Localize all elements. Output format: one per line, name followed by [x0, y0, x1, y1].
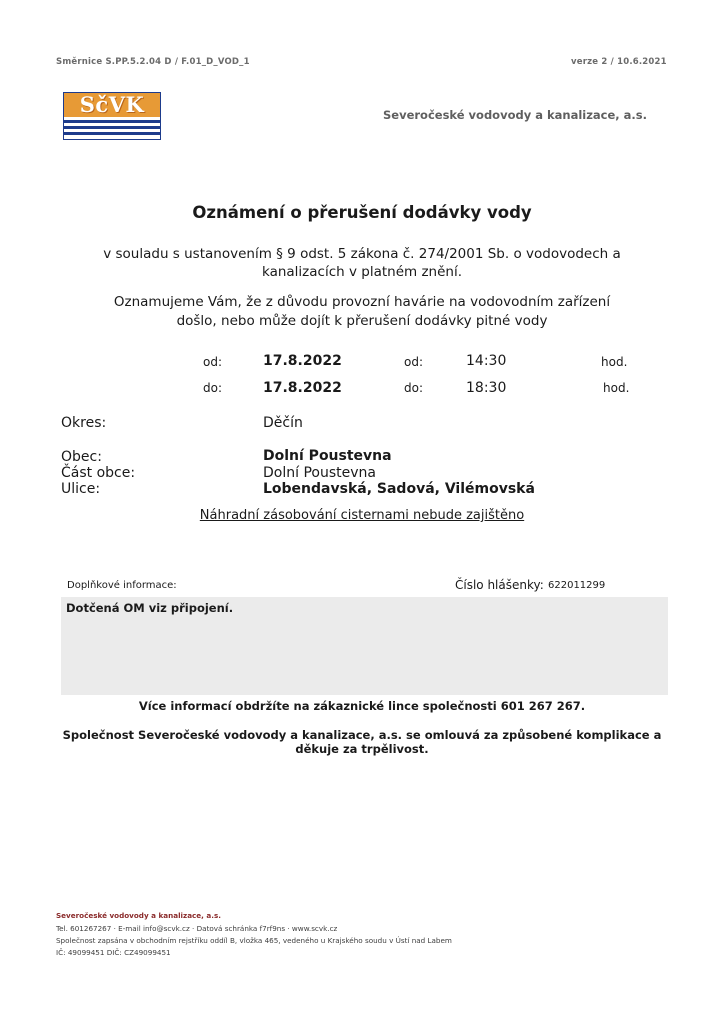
supply-note-text: Náhradní zásobování cisternami nebude zajištěno [199, 508, 525, 523]
report-number: 622011299 [548, 580, 606, 591]
legal-basis-line-1: v souladu s ustanovením § 9 odst. 5 zákona č. 274/2001 Sb. o vodovodech a [103, 246, 621, 262]
to-date-label: do: [203, 381, 223, 395]
to-date: 17.8.2022 [263, 380, 342, 396]
from-time: 14:30 [466, 353, 507, 369]
part-value: Dolní Poustevna [263, 465, 376, 481]
supply-note [0, 508, 724, 523]
street-label: Ulice: [61, 481, 101, 497]
footer-company: Severočeské vodovody a kanalizace, a.s. [56, 911, 221, 920]
company-name-header: Severočeské vodovody a kanalizace, a.s. [383, 108, 648, 122]
district-value: Děčín [263, 415, 303, 431]
version-label: verze 2 / 10.6.2021 [571, 57, 667, 67]
from-date-label: od: [203, 355, 223, 369]
legal-basis-line-2: kanalizacích v platném znění. [261, 264, 462, 280]
from-time-label: od: [404, 355, 424, 369]
contact-line: Více informací obdržíte na zákaznické lince společnosti 601 267 267. [138, 699, 586, 713]
report-number-label: Číslo hlášenky: [455, 578, 544, 592]
part-label: Část obce: [61, 465, 136, 481]
footer-registry: Společnost zapsána v obchodním rejstříku oddíl B, vložka 465, vedeného u Krajského soudu v Ústí nad Labem [56, 936, 452, 945]
company-logo [63, 92, 161, 140]
logo-waves-icon [64, 118, 160, 138]
footer-contacts: Tel. 601267267 · E-mail info@scvk.cz · Datová schránka f7rf9ns · www.scvk.cz [56, 924, 338, 933]
to-hours-label: hod. [603, 381, 630, 395]
logo-text: SčVK [79, 92, 145, 117]
apology-line-2: děkuje za trpělivost. [295, 742, 429, 756]
district-label: Okres: [61, 415, 107, 431]
to-time-label: do: [404, 381, 424, 395]
announcement-line-1: Oznamujeme Vám, že z důvodu provozní havárie na vodovodním zařízení [113, 294, 611, 310]
to-time: 18:30 [466, 380, 507, 396]
additional-info-content: Dotčená OM viz připojení. [66, 601, 234, 615]
apology-line-1: Společnost Severočeské vodovody a kanalizace, a.s. se omlouvá za způsobené komplikace a [62, 728, 662, 742]
from-date: 17.8.2022 [263, 353, 342, 369]
street-value: Lobendavská, Sadová, Vilémovská [263, 481, 535, 497]
directive-code: Směrnice S.PP.5.2.04 D / F.01_D_VOD_1 [56, 57, 250, 67]
notice-title: Oznámení o přerušení dodávky vody [192, 203, 532, 222]
additional-info-label: Doplňkové informace: [67, 580, 177, 591]
municipality-value: Dolní Poustevna [263, 448, 392, 464]
municipality-label: Obec: [61, 449, 102, 465]
announcement-line-2: došlo, nebo může dojít k přerušení dodávky pitné vody [176, 313, 548, 329]
footer-ids: IČ: 49099451 DIČ: CZ49099451 [56, 948, 171, 957]
from-hours-label: hod. [601, 355, 628, 369]
